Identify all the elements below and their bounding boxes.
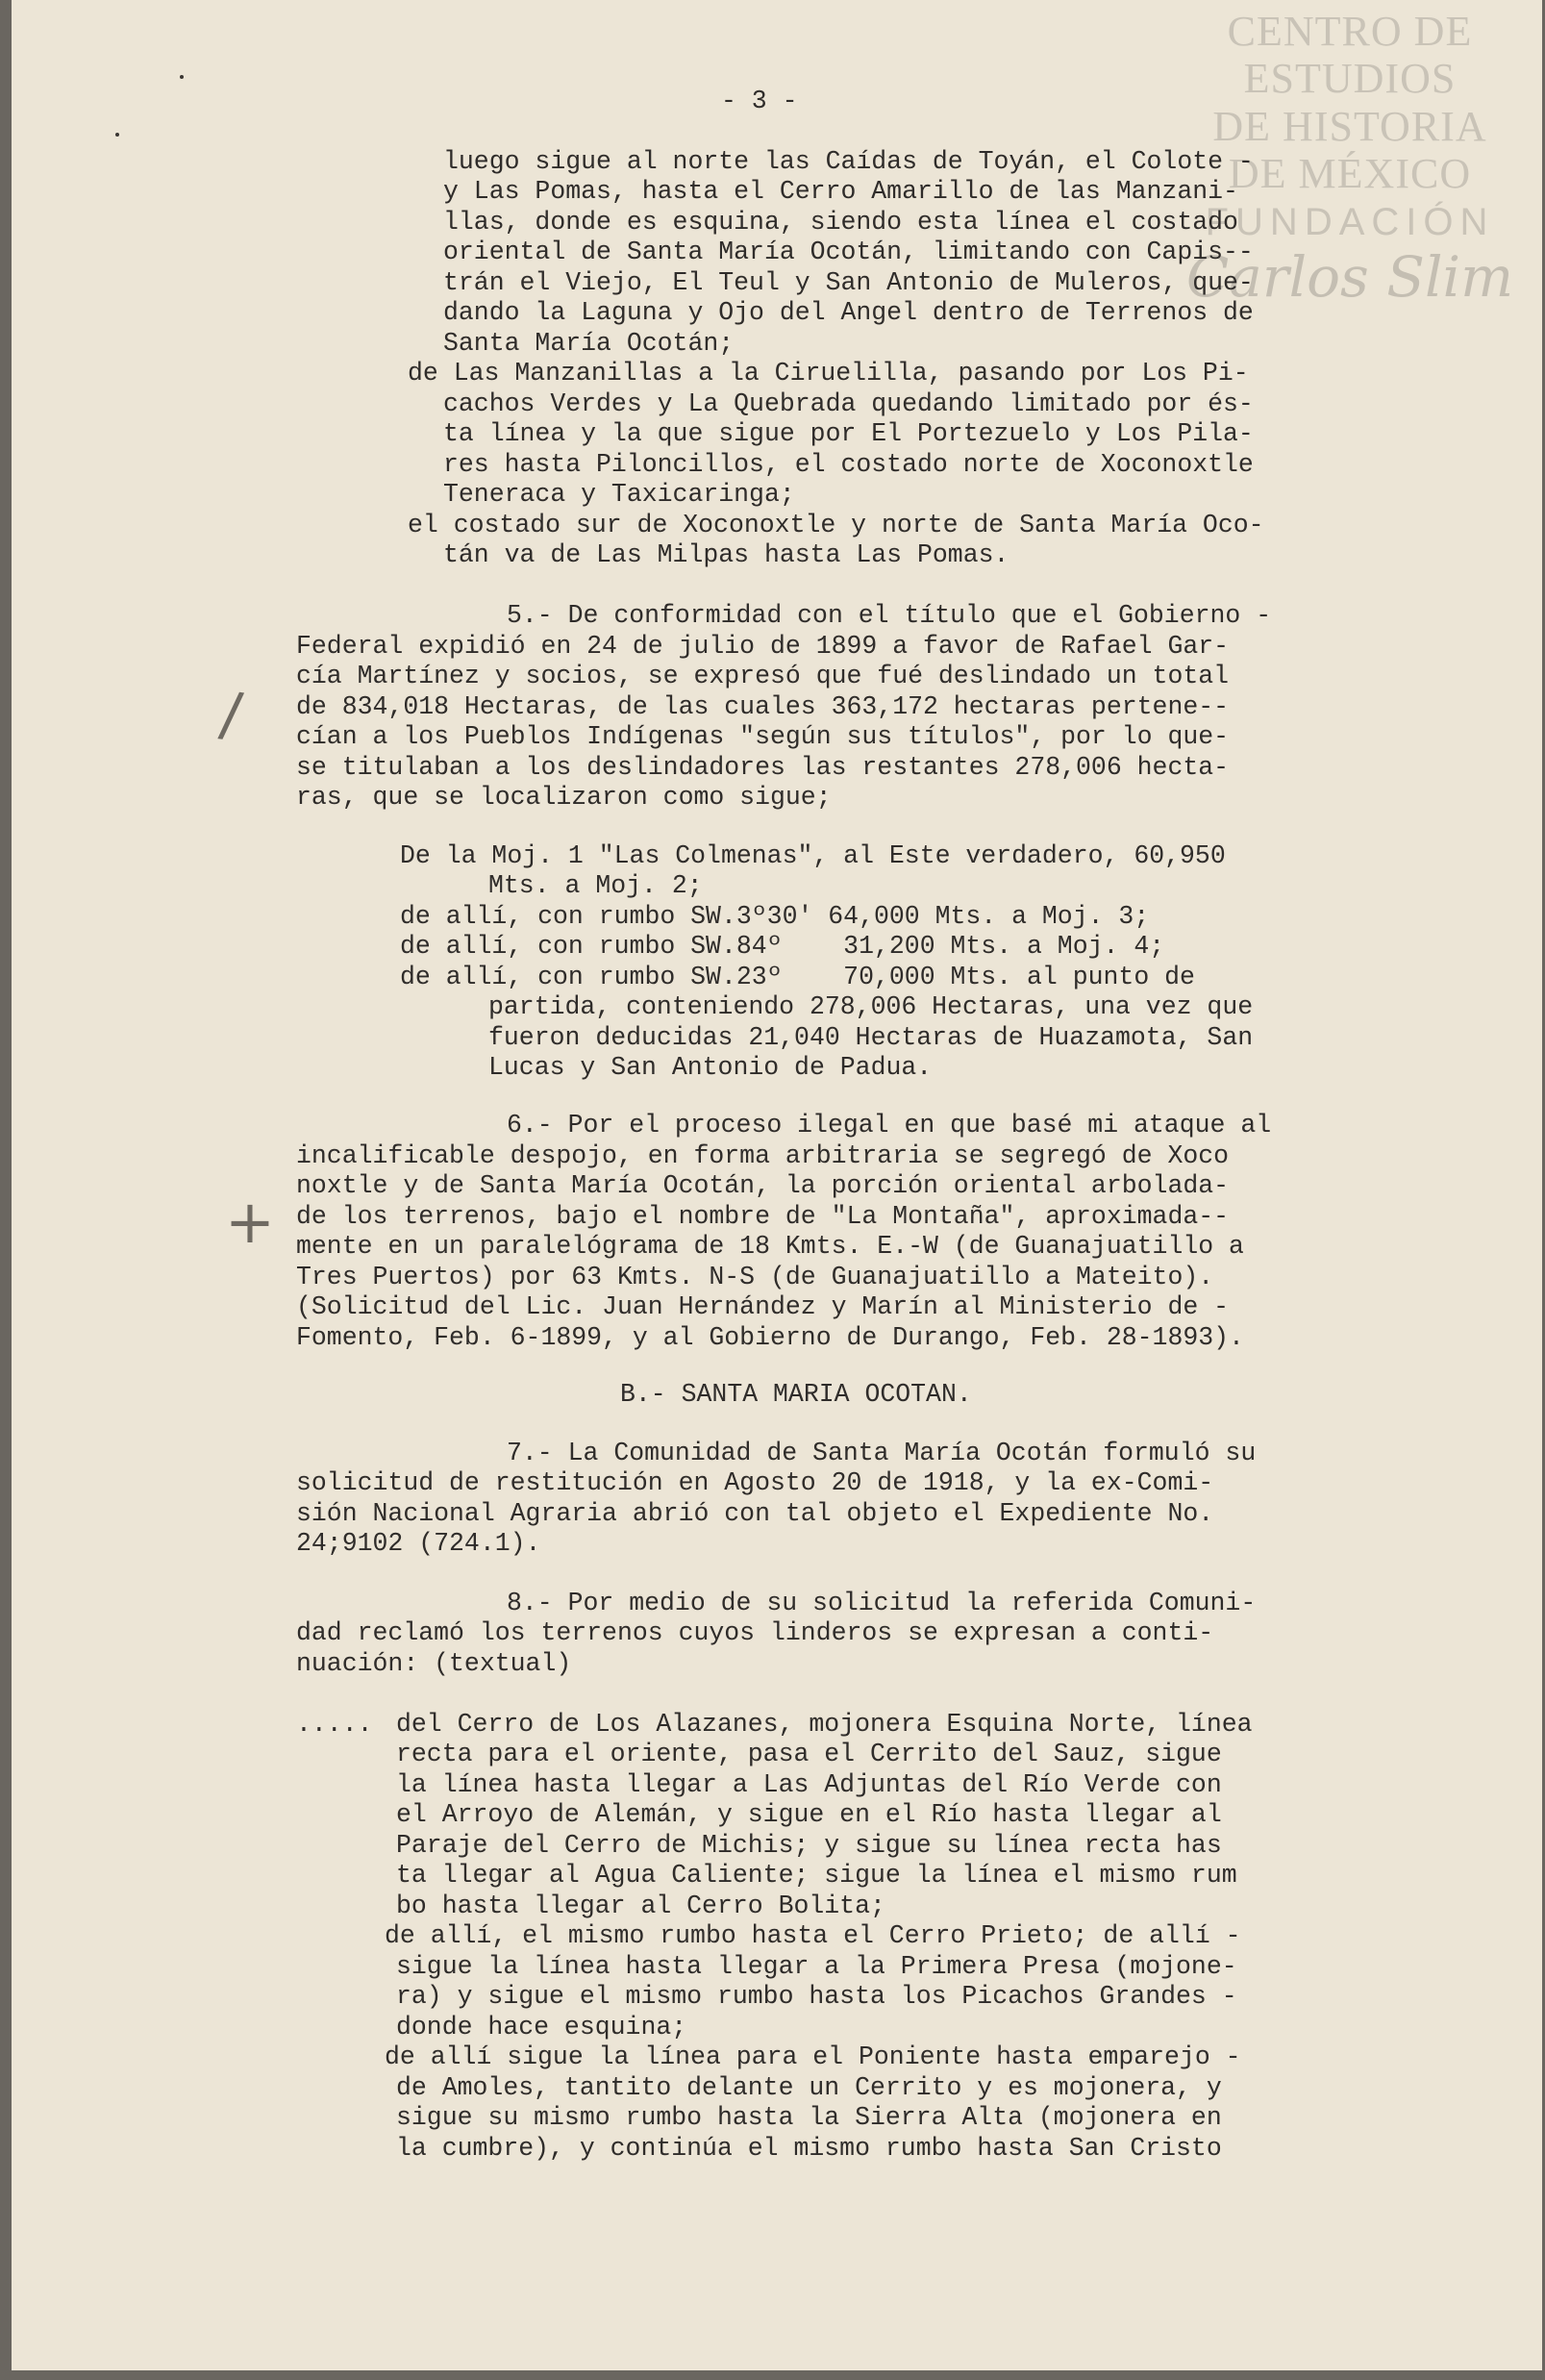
- watermark-line: CENTRO DE: [1227, 8, 1473, 55]
- text-line: ta línea y la que sigue por El Portezuelo y Los Pila-: [443, 419, 1254, 448]
- watermark-line: DE MÉXICO: [1228, 149, 1472, 197]
- text-line: de allí, con rumbo SW.3º30' 64,000 Mts. a Moj. 3;: [400, 902, 1150, 931]
- text-line: De la Moj. 1 "Las Colmenas", al Este verdadero, 60,950: [400, 841, 1226, 870]
- text-line: Federal expidió en 24 de julio de 1899 a favor de Rafael Gar-: [296, 632, 1230, 661]
- text-line: y Las Pomas, hasta el Cerro Amarillo de las Manzani-: [443, 177, 1238, 206]
- text-line: noxtle y de Santa María Ocotán, la porción oriental arbolada-: [296, 1171, 1230, 1200]
- watermark-foundation: FUNDACIÓN: [1205, 201, 1495, 244]
- text-line: sigue la línea hasta llegar a la Primera Presa (mojone-: [396, 1952, 1237, 1981]
- margin-mark: +: [225, 1187, 275, 1257]
- text-line: de Las Manzanillas a la Ciruelilla, pasando por Los Pi-: [408, 359, 1249, 388]
- text-line: de allí, el mismo rumbo hasta el Cerro Prieto; de allí -: [385, 1921, 1241, 1950]
- document-sheet: [12, 0, 1542, 2370]
- text-line: dad reclamó los terrenos cuyos linderos se expresan a conti-: [296, 1618, 1214, 1647]
- text-line: el costado sur de Xoconoxtle y norte de Santa María Oco-: [408, 511, 1264, 539]
- text-line: de allí, con rumbo SW.23º 70,000 Mts. al punto de: [400, 963, 1195, 991]
- text-line: ra) y sigue el mismo rumbo hasta los Picachos Grandes -: [396, 1982, 1237, 2011]
- text-line: 24;9102 (724.1).: [296, 1529, 541, 1558]
- text-line: solicitud de restitución en Agosto 20 de 1918, y la ex-Comi-: [296, 1468, 1214, 1497]
- text-line: 8.- Por medio de su solicitud la referida Comuni-: [507, 1589, 1257, 1617]
- text-line: donde hace esquina;: [396, 2013, 687, 2042]
- text-line: del Cerro de Los Alazanes, mojonera Esquina Norte, línea: [396, 1710, 1253, 1739]
- text-line: Santa María Ocotán;: [443, 329, 735, 358]
- text-line: de Amoles, tantito delante un Cerrito y es mojonera, y: [396, 2073, 1222, 2102]
- text-line: 5.- De conformidad con el título que el Gobierno -: [507, 601, 1272, 630]
- text-line: oriental de Santa María Ocotán, limitando con Capis--: [443, 238, 1254, 266]
- text-line: tán va de Las Milpas hasta Las Pomas.: [443, 540, 1009, 569]
- text-line: dando la Laguna y Ojo del Angel dentro de Terrenos de: [443, 298, 1254, 327]
- text-line: luego sigue al norte las Caídas de Toyán, el Colote -: [443, 147, 1254, 176]
- watermark-line: ESTUDIOS: [1243, 55, 1457, 103]
- text-line: Tres Puertos) por 63 Kmts. N-S (de Guanajuatillo a Mateito).: [296, 1263, 1214, 1291]
- margin-mark: /: [216, 677, 246, 751]
- section-heading: B.- SANTA MARIA OCOTAN.: [620, 1380, 972, 1409]
- text-line: ta llegar al Agua Caliente; sigue la línea el mismo rum: [396, 1861, 1237, 1890]
- text-line: la línea hasta llegar a Las Adjuntas del Río Verde con: [396, 1770, 1222, 1799]
- text-line: de allí, con rumbo SW.84º 31,200 Mts. a Moj. 4;: [400, 932, 1165, 961]
- text-line: res hasta Piloncillos, el costado norte de Xoconoxtle: [443, 450, 1254, 479]
- text-line: 6.- Por el proceso ilegal en que basé mi ataque al: [507, 1111, 1272, 1140]
- text-line: sión Nacional Agraria abrió con tal objeto el Expediente No.: [296, 1499, 1214, 1528]
- text-line: de los terrenos, bajo el nombre de "La Montaña", aproximada--: [296, 1202, 1230, 1231]
- text-line: se titulaban a los deslindadores las restantes 278,006 hecta-: [296, 753, 1230, 782]
- text-line: Fomento, Feb. 6-1899, y al Gobierno de Durango, Feb. 28-1893).: [296, 1323, 1244, 1352]
- text-line: nuación: (textual): [296, 1649, 572, 1678]
- text-line: de allí sigue la línea para el Poniente hasta emparejo -: [385, 2042, 1241, 2071]
- text-line: sigue su mismo rumbo hasta la Sierra Alta (mojonera en: [396, 2103, 1222, 2132]
- signature-image: Carlos Slim: [1185, 243, 1514, 310]
- ellipsis-lead: .....: [296, 1710, 373, 1739]
- text-line: Teneraca y Taxicaringa;: [443, 480, 795, 509]
- text-line: 7.- La Comunidad de Santa María Ocotán formuló su: [507, 1439, 1257, 1467]
- page-number: - 3 -: [721, 87, 798, 115]
- text-line: bo hasta llegar al Cerro Bolita;: [396, 1891, 885, 1920]
- text-line: incalificable despojo, en forma arbitraria se segregó de Xoco: [296, 1141, 1230, 1170]
- text-line: Mts. a Moj. 2;: [488, 871, 703, 900]
- text-line: cían a los Pueblos Indígenas "según sus títulos", por lo que-: [296, 722, 1230, 751]
- text-line: la cumbre), y continúa el mismo rumbo hasta San Cristo: [396, 2134, 1222, 2163]
- text-line: mente en un paralelógrama de 18 Kmts. E.-W (de Guanajuatillo a: [296, 1232, 1244, 1261]
- text-line: recta para el oriente, pasa el Cerrito del Sauz, sigue: [396, 1740, 1222, 1768]
- text-line: Lucas y San Antonio de Padua.: [488, 1053, 933, 1082]
- text-line: ras, que se localizaron como sigue;: [296, 783, 832, 812]
- text-line: fueron deducidas 21,040 Hectaras de Huazamota, San: [488, 1023, 1254, 1052]
- text-line: cía Martínez y socios, se expresó que fué deslindado un total: [296, 662, 1230, 690]
- boundaries-paragraph: [12, 121, 1542, 608]
- text-line: partida, conteniendo 278,006 Hectaras, una vez que: [488, 992, 1254, 1021]
- watermark-line: DE HISTORIA: [1212, 102, 1487, 150]
- text-line: trán el Viejo, El Teul y San Antonio de Muleros, que-: [443, 268, 1254, 297]
- text-line: el Arroyo de Alemán, y sigue en el Río hasta llegar al: [396, 1800, 1222, 1829]
- document-text: [12, 0, 1542, 2370]
- text-line: (Solicitud del Lic. Juan Hernández y Marín al Ministerio de -: [296, 1292, 1230, 1321]
- text-line: de 834,018 Hectaras, de las cuales 363,172 hectaras pertene--: [296, 692, 1230, 721]
- text-line: llas, donde es esquina, siendo esta línea el costado: [443, 208, 1238, 237]
- text-line: Paraje del Cerro de Michis; y sigue su línea recta has: [396, 1831, 1222, 1860]
- text-line: cachos Verdes y La Quebrada quedando limitado por és-: [443, 389, 1254, 418]
